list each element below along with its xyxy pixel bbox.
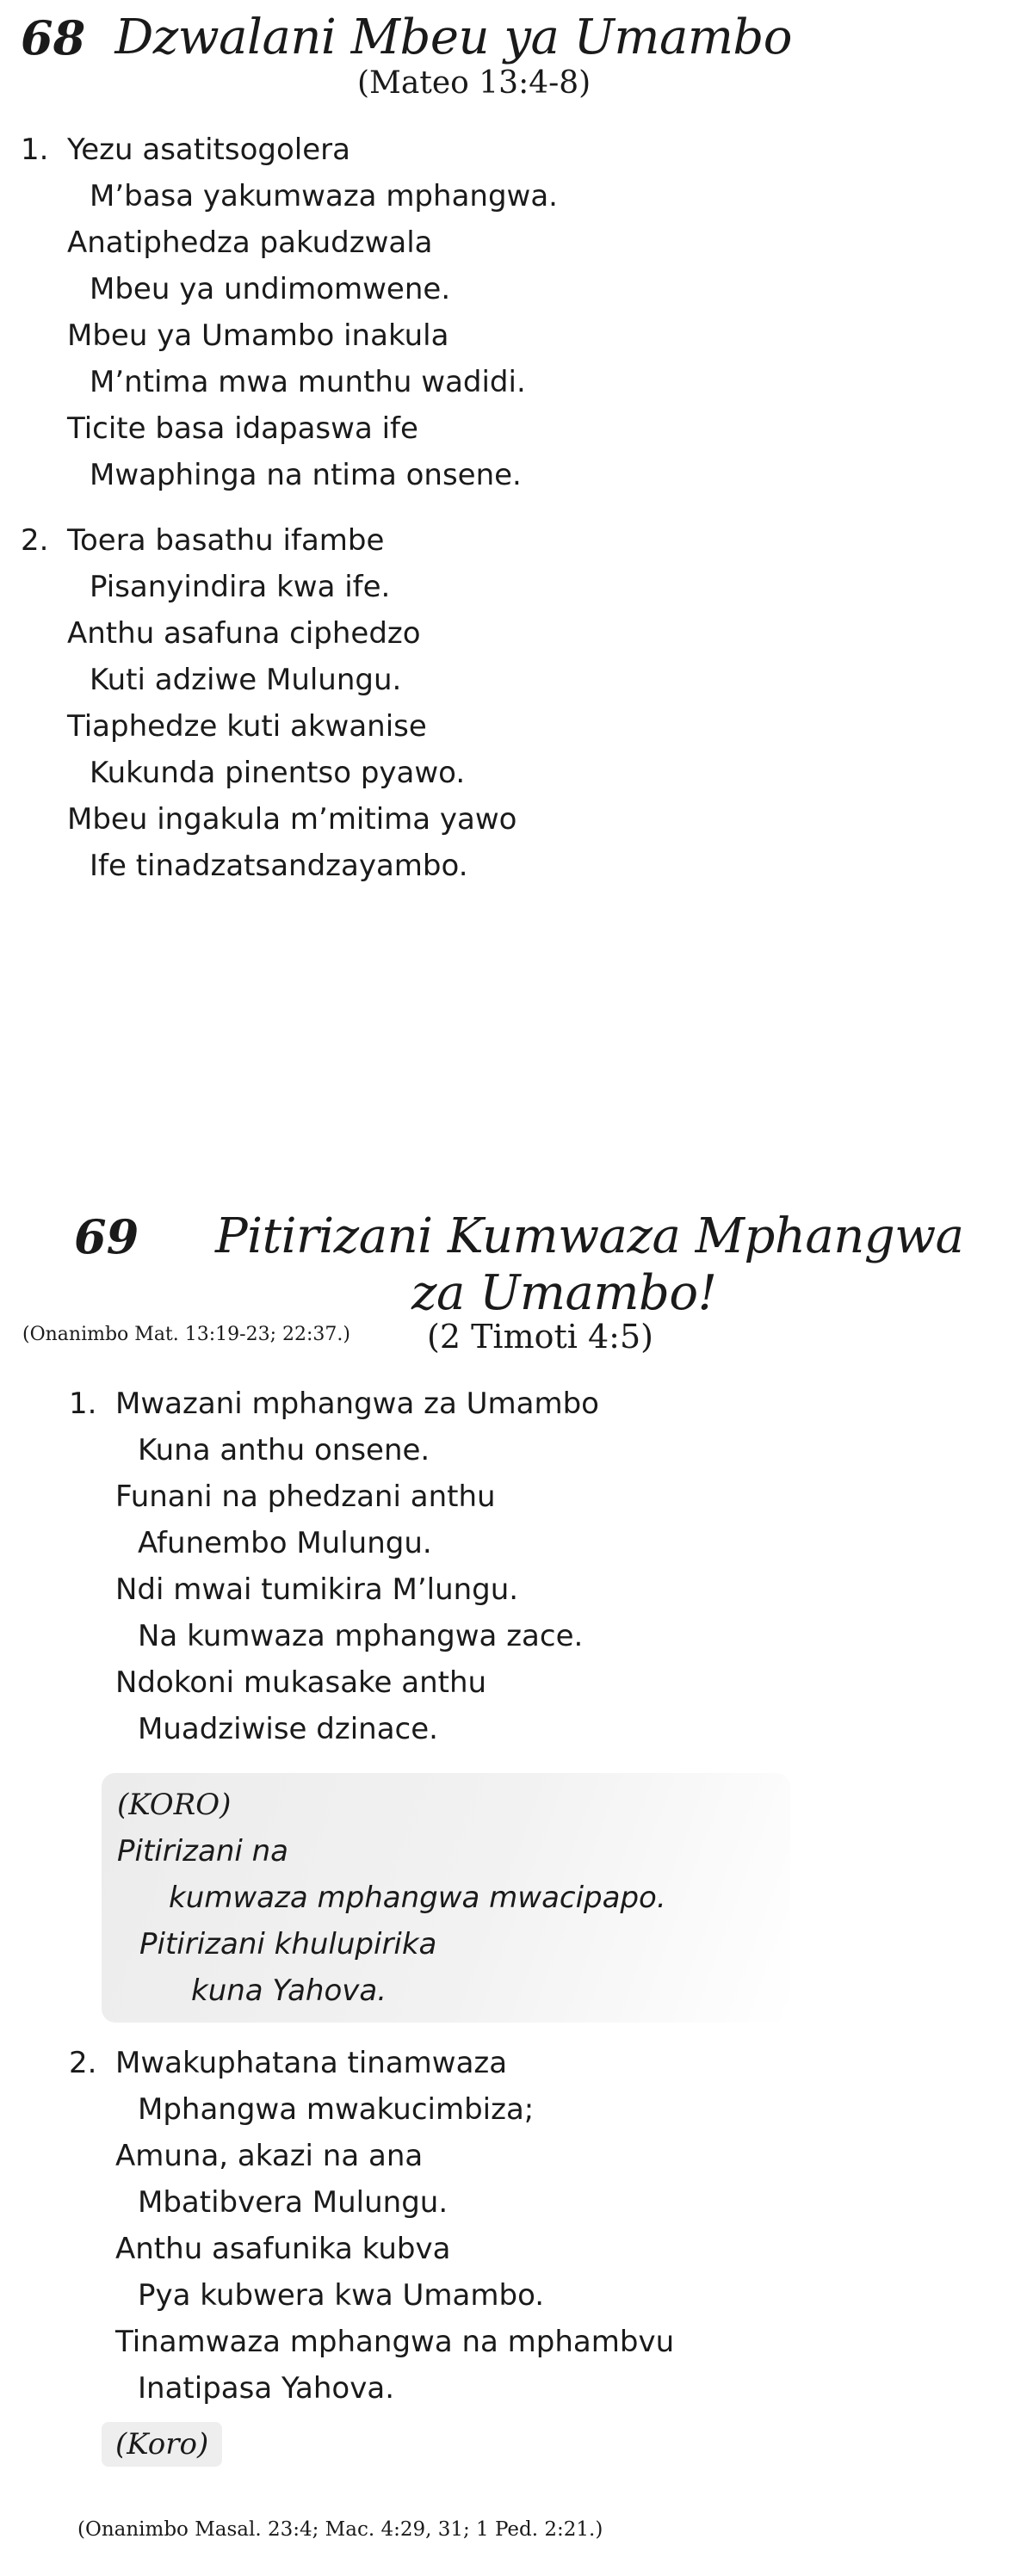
chorus-reference: (Koro) (102, 2422, 222, 2467)
verse-line: Muadziwise dzinace. (138, 1712, 438, 1746)
verse-line (21, 517, 968, 564)
verse-number: 1. (21, 133, 49, 167)
verse-line: Ticite basa idapaswa ife (67, 411, 418, 446)
scripture-reference: (2 Timoti 4:5) (427, 1318, 653, 1356)
verse-line: Anatiphedza pakudzwala (67, 225, 433, 260)
verse-line-text: Mwakuphatana tinamwaza (115, 2046, 508, 2080)
verse-line (21, 127, 968, 173)
verse-line: M’ntima mwa munthu wadidi. (90, 365, 526, 399)
chorus-line: Pitirizani na (117, 1834, 289, 1869)
chorus-box (102, 1773, 790, 2023)
verse-line: Mphangwa mwakucimbiza; (138, 2092, 535, 2127)
song-title: Pitirizani Kumwaza Mphangwa (215, 1208, 964, 1264)
verse-line: Mwaphinga na ntima onsene. (90, 458, 522, 492)
verse-number: 2. (69, 2046, 97, 2080)
based-on-reference: (Onanimbo Mat. 13:19-23; 22:37.) (22, 1324, 350, 1345)
verse-line: Ife tinadzatsandzayambo. (90, 849, 468, 883)
verse-line: Kuti adziwe Mulungu. (90, 663, 402, 697)
verse-line: Pisanyindira kwa ife. (90, 570, 391, 604)
chorus-line: Pitirizani khulupirika (139, 1927, 437, 1961)
song-number: 69 (74, 1209, 139, 1264)
verse-line: Kukunda pinentso pyawo. (90, 756, 466, 790)
verse-line: M’basa yakumwaza mphangwa. (90, 179, 558, 213)
song-number: 68 (21, 10, 86, 65)
verse-line-text: Yezu asatitsogolera (67, 133, 350, 167)
verse-1 (69, 1381, 930, 1752)
scripture-reference: (Mateo 13:4-8) (357, 65, 591, 101)
footer-reference: (Onanimbo Masal. 23:4; Mac. 4:29, 31; 1 Ped. 2:21.) (77, 2518, 603, 2541)
song-title: Dzwalani Mbeu ya Umambo (114, 9, 792, 65)
verse-line: Ndokoni mukasake anthu (115, 1665, 487, 1700)
verse-line: Mbeu ya undimomwene. (90, 272, 451, 306)
verse-line: Ndi mwai tumikira M’lungu. (115, 1572, 519, 1607)
verse-number: 1. (69, 1387, 97, 1421)
verse-number: 2. (21, 523, 49, 558)
verse-line: Mbeu ingakula m’mitima yawo (67, 802, 517, 837)
verse-line: Kuna anthu onsene. (138, 1433, 430, 1467)
song-title-continued: za Umambo! (411, 1265, 717, 1321)
verse-line: Afunembo Mulungu. (138, 1526, 432, 1560)
chorus-line: kumwaza mphangwa mwacipapo. (169, 1881, 666, 1915)
verse-line: Anthu asafunika kubva (115, 2232, 451, 2266)
verse-line: Mbatibvera Mulungu. (138, 2185, 448, 2220)
verse-line (69, 1381, 930, 1427)
verse-line: Amuna, akazi na ana (115, 2139, 424, 2173)
verse-line: Funani na phedzani anthu (115, 1480, 496, 1514)
verse-line: Inatipasa Yahova. (138, 2371, 394, 2406)
verse-line: Tinamwaza mphangwa na mphambvu (115, 2325, 675, 2359)
verse-line: Tiaphedze kuti akwanise (67, 709, 427, 744)
verse-line: Pya kubwera kwa Umambo. (138, 2278, 545, 2313)
verse-line: Anthu asafuna ciphedzo (67, 616, 421, 651)
chorus-label: (KORO) (117, 1788, 232, 1822)
verse-line: Na kumwaza mphangwa zace. (138, 1619, 584, 1653)
chorus-line: kuna Yahova. (191, 1974, 387, 2008)
verse-line-text: Mwazani mphangwa za Umambo (115, 1387, 599, 1421)
verse-1 (21, 127, 968, 498)
verse-2 (21, 517, 968, 889)
verse-line-text: Toera basathu ifambe (67, 523, 385, 558)
verse-line (69, 2040, 930, 2086)
verse-2 (69, 2040, 930, 2412)
verse-line: Mbeu ya Umambo inakula (67, 318, 449, 353)
